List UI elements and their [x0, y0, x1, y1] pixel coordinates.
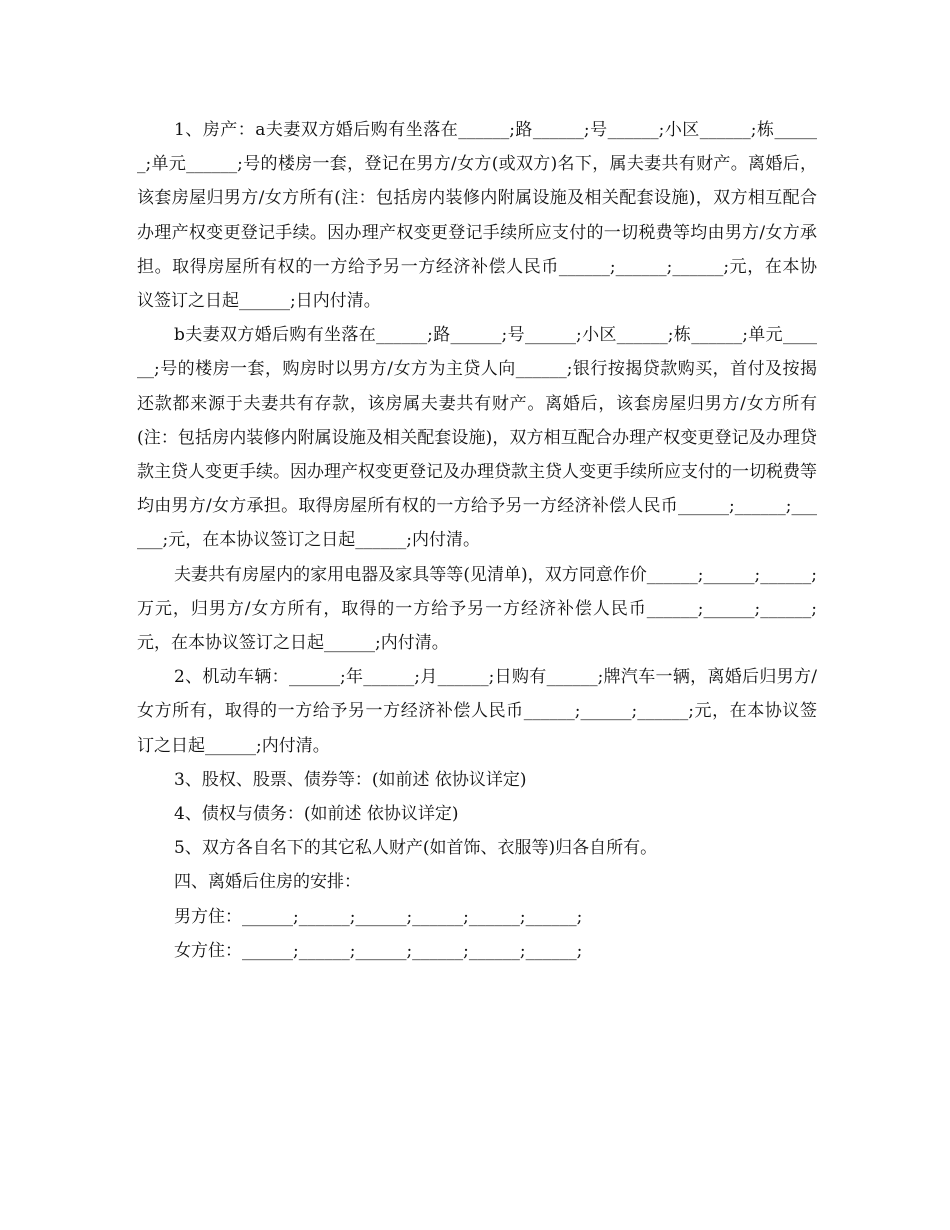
paragraph-claims-debts: 4、债权与债务：(如前述 依协议详定) [174, 804, 459, 825]
paragraph-property-house-b: b夫妻双方婚后购有坐落在______;路______;号______;小区______;栋______;单元______;号的楼房一套，购房时以男方/女方为主贷人向______;银行按揭贷款购买，首付及按揭还款都来源于夫妻共有存款，该房属夫妻共有财产。离婚后，该套房屋归男方/女方所有(注：包括房内装修内附属设施及相关配套设施)，双方相互配合办理产权变更登记及办理贷款主贷人变更手续。因办理产权变更登记及办理贷款主贷人变更手续所应支付的一切税费等均由男方/女方承担。取得房屋所有权的一方给予另一方经济补偿人民币______;______;______;元，在本协议签订之日起______;内付清。 [137, 325, 817, 551]
paragraph-property-house-a: 1、房产：a夫妻双方婚后购有坐落在______;路______;号______;小区______;栋______;单元______;号的楼房一套，登记在男方/女方(或双方)名下，属夫妻共有财产。离婚后，该套房屋归男方/女方所有(注：包括房内装修内附属设施及相关配套设施)，双方相互配合办理产权变更登记手续。因办理产权变更登记手续所应支付的一切税费等均由男方/女方承担。取得房屋所有权的一方给予另一方经济补偿人民币______;______;______;元，在本协议签订之日起______;日内付清。 [137, 120, 817, 312]
paragraph-personal-property: 5、双方各自名下的其它私人财产(如首饰、衣服等)归各自所有。 [174, 838, 658, 859]
paragraph-female-residence: 女方住：______;______;______;______;______;______; [174, 940, 583, 961]
paragraph-male-residence: 男方住：______;______;______;______;______;______; [174, 906, 583, 927]
paragraph-motor-vehicle: 2、机动车辆：______;年______;月______;日购有______;牌汽车一辆，离婚后归男方/女方所有，取得的一方给予另一方经济补偿人民币______;______;______;元，在本协议签订之日起______;内付清。 [137, 667, 817, 756]
section-heading-housing-after-divorce: 四、离婚后住房的安排： [174, 872, 361, 893]
paragraph-household-appliances: 夫妻共有房屋内的家用电器及家具等等(见清单)，双方同意作价______;______;______;万元，归男方/女方所有，取得的一方给予另一方经济补偿人民币______;______;______;元，在本协议签订之日起______;内付清。 [137, 564, 817, 654]
document-body [137, 113, 817, 968]
paragraph-equity-stocks-bonds: 3、股权、股票、债券等：(如前述 依协议详定) [174, 769, 527, 790]
